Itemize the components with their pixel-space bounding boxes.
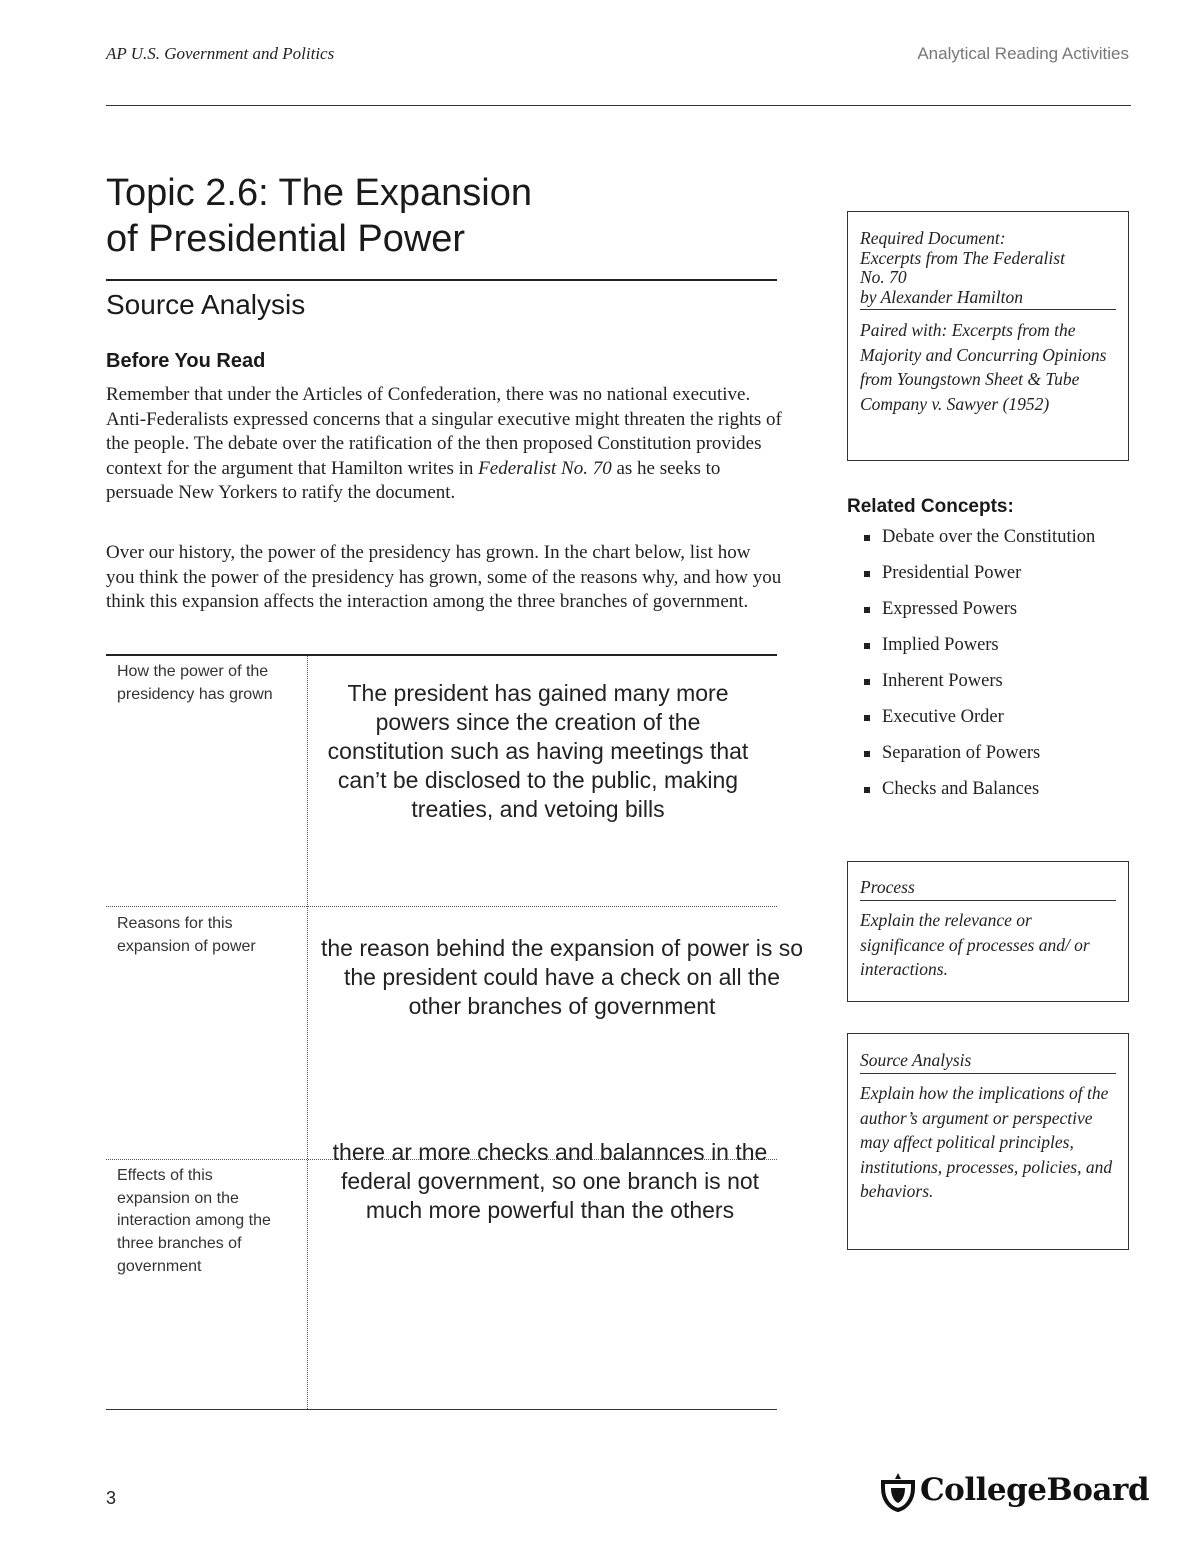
required-document-title: Excerpts from The Federalist <box>860 247 1065 268</box>
header-divider <box>106 105 1131 106</box>
required-document-label: Required Document: <box>860 228 1006 248</box>
source-analysis-box-divider <box>860 1073 1116 1074</box>
chart-answer-field[interactable]: The president has gained many more powers since the creation of the constitution such as having meetings that can’t be disclosed to the public, making treaties, and vetoing bills <box>327 680 749 822</box>
related-concept-item <box>862 669 1132 693</box>
page-title-line-1: Topic 2.6: The Expansion <box>106 172 533 214</box>
required-document-heading <box>860 229 1116 307</box>
required-document-divider <box>860 309 1116 310</box>
process-box <box>847 861 1129 1002</box>
bullet-icon <box>864 715 870 721</box>
chart-row-label: How the power of the presidency has grown <box>117 663 273 703</box>
collegeboard-wordmark: CollegeBoard <box>920 1472 1149 1508</box>
bullet-icon <box>864 535 870 541</box>
bullet-icon <box>864 643 870 649</box>
intro-paragraph <box>106 383 782 506</box>
related-concept-label: Implied Powers <box>882 635 999 655</box>
paired-documents-text: Paired with: Excerpts from the Majority and Concurring Opinions from Youngstown Sheet & Tube Company v. Sawyer (1952) <box>860 320 1107 414</box>
source-analysis-box-text: Explain how the implications of the author’s argument or perspective may affect political principles, institutions, processes, policies, and behaviors. <box>860 1083 1113 1201</box>
required-document-number: No. 70 <box>860 267 907 287</box>
federalist-title: Federalist No. 70 <box>478 457 612 479</box>
related-concept-label: Checks and Balances <box>882 779 1040 799</box>
before-you-read-heading: Before You Read <box>106 350 266 372</box>
related-concept-label: Debate over the Constitution <box>882 527 1096 547</box>
related-concept-item <box>862 705 1132 729</box>
chart-bottom-border <box>106 1409 777 1410</box>
intro-text-end: as he seeks to persuade New Yorkers to ratify the document. <box>106 457 721 504</box>
related-concepts-list <box>862 525 1132 813</box>
process-box-divider <box>860 900 1116 901</box>
bullet-icon <box>864 607 870 613</box>
chart-answer-field[interactable]: there ar more checks and balannces in the federal government, so one branch is not much more powerful than the others <box>332 1139 768 1223</box>
related-concept-label: Separation of Powers <box>882 743 1041 763</box>
collegeboard-logo <box>880 1470 1149 1514</box>
related-concept-item <box>862 777 1132 801</box>
page-title <box>106 170 706 262</box>
related-concept-item <box>862 525 1132 549</box>
required-document-author: by Alexander Hamilton <box>860 286 1023 307</box>
required-document-box <box>847 211 1129 461</box>
instructions-paragraph: Over our history, the power of the presidency has grown. In the chart below, list how you think the power of the presidency has grown, some of the reasons why, and how you think this expansion affects the interaction among the three branches of government. <box>106 542 782 613</box>
page-number: 3 <box>106 1488 117 1508</box>
chart-answer-field[interactable]: the reason behind the expansion of power is so the president could have a check on all the other branches of government <box>320 935 804 1019</box>
bullet-icon <box>864 679 870 685</box>
related-concept-item <box>862 633 1132 657</box>
related-concept-label: Inherent Powers <box>882 671 1003 691</box>
related-concept-label: Expressed Powers <box>882 599 1018 619</box>
bullet-icon <box>864 751 870 757</box>
chart-column-divider <box>307 656 308 1409</box>
related-concept-item <box>862 561 1132 585</box>
related-concept-item <box>862 741 1132 765</box>
related-concept-label: Executive Order <box>882 707 1004 727</box>
chart-row-label: Reasons for this expansion of power <box>117 915 256 955</box>
bullet-icon <box>864 571 870 577</box>
page-title-line-2: of Presidential Power <box>106 218 466 260</box>
related-concepts-heading: Related Concepts: <box>847 496 1014 517</box>
bullet-icon <box>864 787 870 793</box>
process-box-text: Explain the relevance or significance of processes and/ or interactions. <box>860 910 1090 979</box>
acorn-icon <box>880 1470 916 1512</box>
running-header-section: Analytical Reading Activities <box>917 44 1129 63</box>
title-divider <box>106 279 777 281</box>
source-analysis-box <box>847 1033 1129 1250</box>
intro-text-start: Remember that under the Articles of Confederation, there was no national executive. Anti-Federalists expressed concerns that a singular executive might threaten the rights of the people. The debate over the ratification of the then proposed Constitution provides context for the argument that Hamilton writes in <box>106 384 782 479</box>
source-analysis-box-title: Source Analysis <box>860 1050 972 1070</box>
chart-top-border <box>106 654 777 656</box>
process-box-title: Process <box>860 877 915 897</box>
source-analysis-heading: Source Analysis <box>106 289 306 320</box>
chart-row-divider <box>106 906 777 907</box>
related-concept-item <box>862 597 1132 621</box>
chart-row-label: Effects of this expansion on the interaction among the three branches of government <box>117 1167 271 1275</box>
related-concept-label: Presidential Power <box>882 563 1022 583</box>
running-header-course: AP U.S. Government and Politics <box>106 44 335 63</box>
